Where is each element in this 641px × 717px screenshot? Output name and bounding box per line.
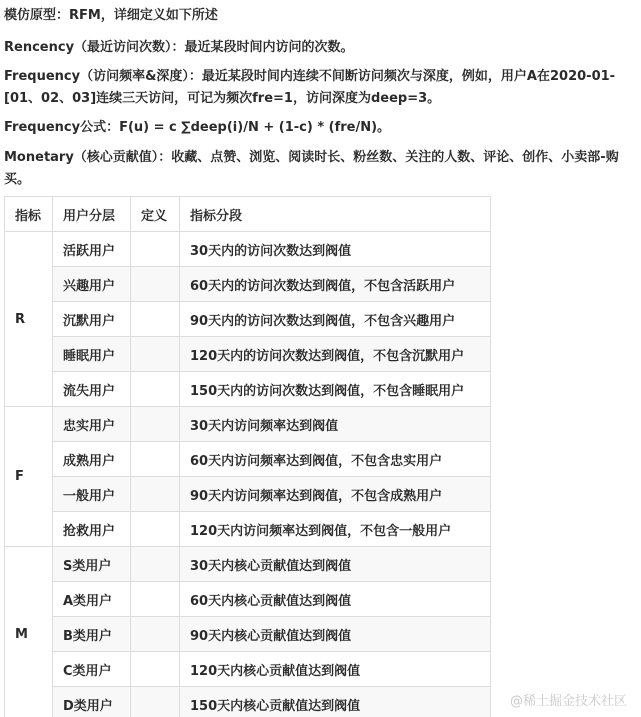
table-row [5,512,491,547]
definition-cell [131,232,180,267]
frequency-definition: Frequency（访问频率&深度）：最近某段时间内连续不间断访问频次与深度，例如，用户A在2020-01-[01、02、03]连续三天访问，可记为频次fre=1，访问深度为deep=3。 [4,69,616,106]
table-row [5,617,491,652]
user-layer-cell: 兴趣用户 [53,267,131,302]
user-layer-cell: S类用户 [53,547,131,582]
user-layer-cell: 成熟用户 [53,442,131,477]
table-row [5,687,491,717]
definition-cell [131,372,180,407]
definition-cell [131,687,180,717]
segment-cell: 120天内核心贡献值达到阀值 [180,652,491,687]
definition-cell [131,617,180,652]
segment-cell: 90天内访问频率达到阀值，不包含成熟用户 [180,477,491,512]
table-row [5,652,491,687]
definition-cell [131,267,180,302]
table-header-row [5,197,491,232]
definition-cell [131,582,180,617]
definition-cell [131,652,180,687]
segment-cell: 60天内核心贡献值达到阀值 [180,582,491,617]
table-row [5,232,491,267]
segment-cell: 150天内核心贡献值达到阀值 [180,687,491,717]
rfm-table [4,196,491,717]
definition-cell [131,407,180,442]
segment-cell: 60天内的访问次数达到阀值，不包含活跃用户 [180,267,491,302]
monetary-definition: Monetary（核心贡献值）：收藏、点赞、浏览、阅读时长、粉丝数、关注的人数、评论、创作、小卖部-购买。 [4,150,619,187]
header-user-layer: 用户分层 [53,197,131,232]
user-layer-cell: A类用户 [53,582,131,617]
table-row [5,407,491,442]
user-layer-cell: 忠实用户 [53,407,131,442]
table-row [5,477,491,512]
definition-cell [131,547,180,582]
table-row [5,582,491,617]
user-layer-cell: 活跃用户 [53,232,131,267]
definition-cell [131,477,180,512]
user-layer-cell: 沉默用户 [53,302,131,337]
table-row [5,547,491,582]
table-row [5,372,491,407]
user-layer-cell: 抢救用户 [53,512,131,547]
definition-cell [131,302,180,337]
model-title: 模仿原型：RFM，详细定义如下所述 [4,8,218,23]
table-row [5,267,491,302]
segment-cell: 120天内访问频率达到阀值，不包含一般用户 [180,512,491,547]
definition-cell [131,442,180,477]
indicator-f: F [5,407,53,547]
frequency-formula: Frequency公式：F(u) = c ∑deep(i)/N + (1-c) * (fre/N)。 [4,120,391,135]
segment-cell: 60天内访问频率达到阀值，不包含忠实用户 [180,442,491,477]
user-layer-cell: 一般用户 [53,477,131,512]
indicator-r: R [5,232,53,407]
definition-cell [131,512,180,547]
segment-cell: 30天内核心贡献值达到阀值 [180,547,491,582]
segment-cell: 120天内的访问次数达到阀值，不包含沉默用户 [180,337,491,372]
user-layer-cell: 流失用户 [53,372,131,407]
user-layer-cell: 睡眠用户 [53,337,131,372]
recency-definition: Rencency（最近访问次数）：最近某段时间内访问的次数。 [4,40,354,55]
header-definition: 定义 [131,197,180,232]
segment-cell: 90天内的访问次数达到阀值，不包含兴趣用户 [180,302,491,337]
header-segment: 指标分段 [180,197,491,232]
definition-cell [131,337,180,372]
user-layer-cell: D类用户 [53,687,131,717]
segment-cell: 150天内的访问次数达到阀值，不包含睡眠用户 [180,372,491,407]
segment-cell: 30天内的访问次数达到阀值 [180,232,491,267]
table-row [5,302,491,337]
user-layer-cell: B类用户 [53,617,131,652]
table-row [5,337,491,372]
segment-cell: 90天内核心贡献值达到阀值 [180,617,491,652]
user-layer-cell: C类用户 [53,652,131,687]
watermark: @稀土掘金技术社区 [509,694,627,709]
indicator-m: M [5,547,53,717]
table-row [5,442,491,477]
header-indicator: 指标 [5,197,53,232]
segment-cell: 30天内访问频率达到阀值 [180,407,491,442]
